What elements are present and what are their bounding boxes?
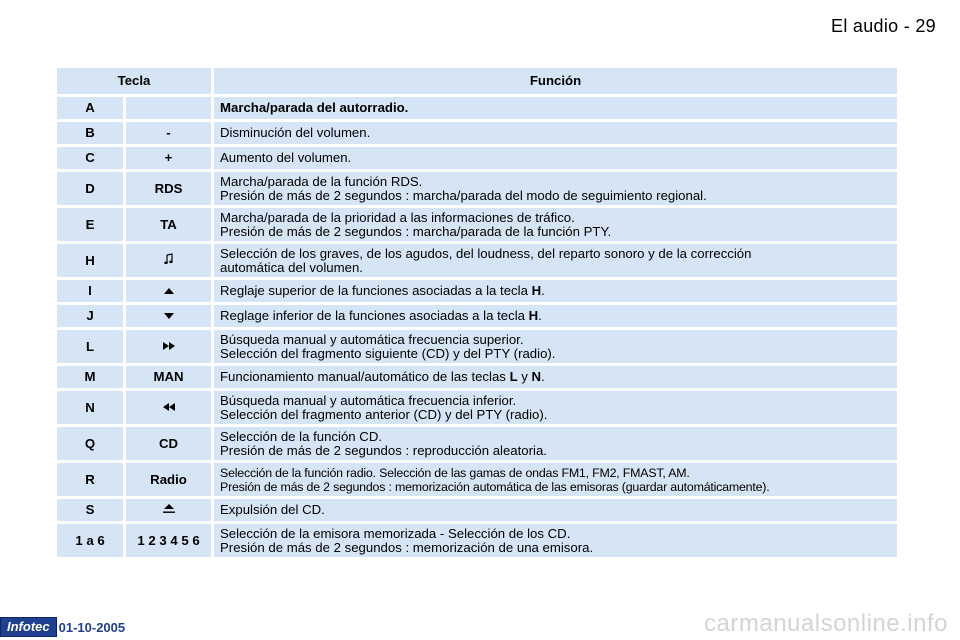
function-text-part: Marcha/parada de la función RDS. [220,173,423,189]
function-text-part: Funcionamiento manual/automático de las teclas [220,369,510,384]
table-row [57,208,897,241]
function-text [220,309,897,323]
function-text [220,408,897,422]
header-key: Tecla [57,68,211,94]
symbol-cell: 1 2 3 4 5 6 [126,524,211,557]
seek-forward-icon [162,340,176,354]
header-function: Función [214,68,897,94]
function-text-part: automática del volumen. [220,259,363,275]
function-text [220,444,897,458]
arrow-up-icon [163,284,175,298]
table-row [57,391,897,424]
function-text-part: Marcha/parada de la prioridad a las informaciones de tráfico. [220,209,575,225]
symbol-cell: - [126,122,211,144]
function-text [220,394,897,408]
key-cell: Q [57,427,123,460]
function-table [54,65,900,560]
key-cell: N [57,391,123,424]
infotec-logo: Infotec [0,617,57,637]
key-cell: B [57,122,123,144]
function-text [220,101,897,115]
function-text-part: Selección de los graves, de los agudos, del loudness, del reparto sonoro y de la corrección [220,245,752,261]
key-cell: R [57,463,123,496]
function-text [220,541,897,555]
function-text-part: Reglaje superior de la funciones asociadas a la tecla [220,283,532,298]
symbol-cell [126,244,211,277]
function-text-part: Expulsión del CD. [220,502,325,517]
symbol-cell [126,305,211,327]
key-cell: M [57,366,123,388]
symbol-cell: RDS [126,172,211,205]
key-cell: I [57,280,123,302]
symbol-cell [126,499,211,521]
function-text-part: Selección del fragmento siguiente (CD) y del PTY (radio). [220,345,556,361]
function-text-part: Presión de más de 2 segundos : memorización de una emisora. [220,539,594,555]
function-text-part: . [541,283,545,298]
function-cell [214,147,897,169]
symbol-cell [126,391,211,424]
function-text [220,247,897,261]
key-cell: E [57,208,123,241]
function-text-part: . [538,308,542,323]
function-text [220,261,897,275]
function-cell [214,391,897,424]
footer-date: 01-10-2005 [58,619,126,635]
function-text-part: Selección de la emisora memorizada - Selección de los CD. [220,525,571,541]
function-text [220,175,897,189]
table-row [57,524,897,557]
function-cell [214,97,897,119]
table-row [57,305,897,327]
page-title: El audio - 29 [831,16,936,36]
function-cell [214,122,897,144]
symbol-cell [126,280,211,302]
function-text-part: Presión de más de 2 segundos : reproducción aleatoria. [220,442,547,458]
function-text [220,189,897,203]
table-row [57,280,897,302]
function-cell [214,499,897,521]
function-cell [214,280,897,302]
function-text-part: Aumento del volumen. [220,150,352,165]
function-text [220,284,897,298]
function-text-part: Presión de más de 2 segundos : marcha/parada de la función PTY. [220,223,612,239]
table-row [57,97,897,119]
function-text [220,430,897,444]
function-text [220,151,897,165]
symbol-cell: TA [126,208,211,241]
key-cell: L [57,330,123,363]
key-cell: A [57,97,123,119]
symbol-cell: MAN [126,366,211,388]
key-cell: H [57,244,123,277]
table-row [57,463,897,496]
key-cell: S [57,499,123,521]
function-text-part: Selección de la función radio. Selección de las gamas de ondas FM1, FM2, FMAST, AM. [220,465,690,480]
function-text-part: Selección del fragmento anterior (CD) y del PTY (radio). [220,406,548,422]
function-text-part: Reglage inferior de la funciones asociadas a la tecla [220,308,529,323]
function-text [220,480,897,494]
inline-key: N [531,369,542,384]
function-text-part: Búsqueda manual y automática frecuencia inferior. [220,392,517,408]
table-header-row [57,68,897,94]
function-text [220,370,897,384]
function-text [220,211,897,225]
function-cell [214,330,897,363]
function-cell [214,463,897,496]
function-text [220,225,897,239]
symbol-cell [126,97,211,119]
function-text-part: Búsqueda manual y automática frecuencia superior. [220,331,524,347]
function-text [220,466,897,480]
function-text-part: y [517,369,532,384]
table-row [57,244,897,277]
arrow-down-icon [163,309,175,323]
function-cell [214,524,897,557]
function-text-part: Presión de más de 2 segundos : marcha/parada del modo de seguimiento regional. [220,187,707,203]
function-cell [214,366,897,388]
key-cell: C [57,147,123,169]
function-text [220,333,897,347]
function-text-part: . [541,369,545,384]
function-cell [214,427,897,460]
key-cell: 1 a 6 [57,524,123,557]
function-text [220,527,897,541]
function-cell [214,244,897,277]
function-text [220,347,897,361]
function-cell [214,305,897,327]
function-text-part: Selección de la función CD. [220,428,383,444]
symbol-cell: Radio [126,463,211,496]
table-row [57,427,897,460]
table-row [57,499,897,521]
table-row [57,366,897,388]
function-text-part: Disminución del volumen. [220,125,371,140]
table-row [57,147,897,169]
inline-key: H [531,283,542,298]
music-note-icon [163,253,175,268]
eject-icon [161,503,177,517]
symbol-cell: CD [126,427,211,460]
inline-key: H [528,308,539,323]
function-text-part: Marcha/parada del autorradio. [220,100,409,115]
function-cell [214,172,897,205]
symbol-cell [126,330,211,363]
watermark: carmanualsonline.info [704,610,948,637]
function-text [220,126,897,140]
function-text [220,503,897,517]
table-row [57,122,897,144]
footer [0,618,125,636]
table-row [57,172,897,205]
seek-backward-icon [162,401,176,415]
symbol-cell: + [126,147,211,169]
function-cell [214,208,897,241]
function-text-part: Presión de más de 2 segundos : memorización automática de las emisoras (guardar automáticamente). [220,479,770,494]
inline-key: L [509,369,518,384]
key-cell: D [57,172,123,205]
table-row [57,330,897,363]
key-cell: J [57,305,123,327]
